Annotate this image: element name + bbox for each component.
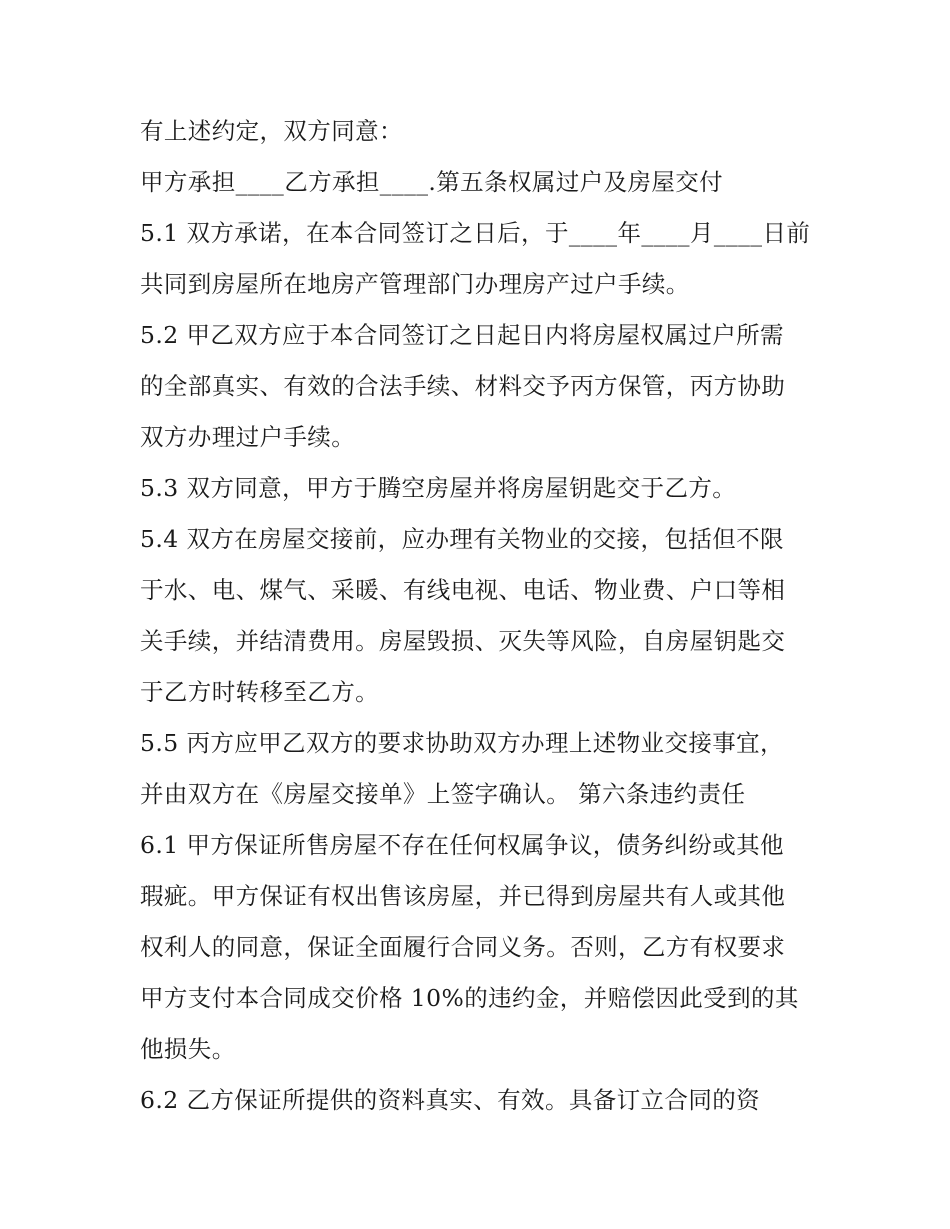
text-line: 6.2 乙方保证所提供的资料真实、有效。具备订立合同的资 xyxy=(140,1086,761,1114)
text-line: 共同到房屋所在地房产管理部门办理房产过户手续。 xyxy=(140,270,690,298)
text-line: 5.5 丙方应甲乙双方的要求协助双方办理上述物业交接事宜， xyxy=(140,729,784,757)
text-line: 权利人的同意，保证全面履行合同义务。否则，乙方有权要求 xyxy=(140,933,786,961)
text-line: 5.4 双方在房屋交接前，应办理有关物业的交接，包括但不限 xyxy=(140,525,784,553)
text-line: 5.2 甲乙双方应于本合同签订之日起日内将房屋权属过户所需 xyxy=(140,321,784,349)
text-line: 有上述约定，双方同意： xyxy=(140,117,403,145)
text-line: 于水、电、煤气、采暖、有线电视、电话、物业费、户口等相 xyxy=(140,576,786,604)
text-line: 并由双方在《房屋交接单》上签字确认。 第六条违约责任 xyxy=(140,780,746,808)
text-line: 关手续，并结清费用。房屋毁损、灭失等风险，自房屋钥匙交 xyxy=(140,627,786,655)
text-line: 5.3 双方同意，甲方于腾空房屋并将房屋钥匙交于乙方。 xyxy=(140,474,737,502)
text-line: 瑕疵。甲方保证有权出售该房屋，并已得到房屋共有人或其他 xyxy=(140,882,786,910)
text-line: 甲方支付本合同成交价格 10%的违约金，并赔偿因此受到的其 xyxy=(140,984,799,1012)
text-line: 的全部真实、有效的合法手续、材料交予丙方保管，丙方协助 xyxy=(140,372,786,400)
text-line: 于乙方时转移至乙方。 xyxy=(140,678,379,706)
text-line: 甲方承担____乙方承担____.第五条权属过户及房屋交付 xyxy=(140,168,724,196)
contract-text xyxy=(140,106,820,1126)
text-line: 他损失。 xyxy=(140,1035,236,1063)
text-line: 5.1 双方承诺，在本合同签订之日后，于____年____月____日前 xyxy=(140,219,811,247)
text-line: 双方办理过户手续。 xyxy=(140,423,356,451)
text-line: 6.1 甲方保证所售房屋不存在任何权属争议，债务纠纷或其他 xyxy=(140,831,784,859)
